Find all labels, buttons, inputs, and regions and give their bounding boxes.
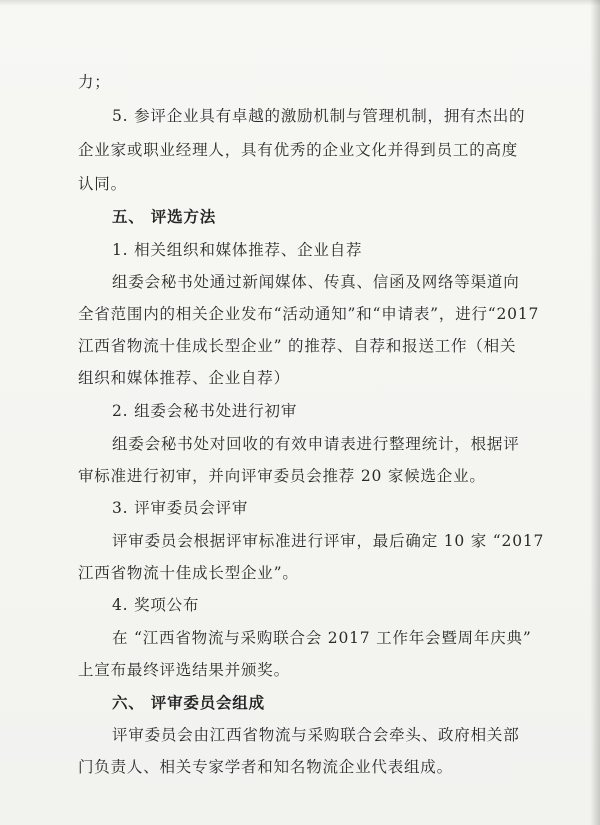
method-1-line-1: 组委会秘书处通过新闻媒体、传真、信函及网络等渠道向 [112,273,520,291]
criterion-5-line-3: 认同。 [78,175,127,193]
method-3-line-2: 江西省物流十佳成长型企业”。 [78,564,299,582]
scan-shadow-right [590,0,600,825]
section-heading-5: 五、 评选方法 [112,207,216,226]
method-4-line-2: 上宣布最终评选结果并颁奖。 [78,661,290,679]
criterion-5-line-1: 5. 参评企业具有卓越的激励机制与管理机制，拥有杰出的 [112,107,526,125]
method-2-line-2: 审标准进行初审，并向评审委员会推荐 20 家候选企业。 [78,467,486,485]
method-1-line-3: 江西省物流十佳成长型企业” 的推荐、自荐和报送工作（相关 [78,337,517,355]
method-2-title: 2. 组委会秘书处进行初审 [112,402,298,420]
method-4-line-1: 在 “江西省物流与采购联合会 2017 工作年会暨周年庆典” [112,629,532,647]
scan-shadow-top [0,0,600,6]
criterion-5-line-2: 企业家或职业经理人，具有优秀的企业文化并得到员工的高度 [78,141,519,159]
text-line-continuation: 力； [78,73,111,91]
committee-line-1: 评审委员会由江西省物流与采购联合会牵头、政府相关部 [112,726,520,744]
method-3-line-1: 评审委员会根据评审标准进行评审，最后确定 10 家 “2017 [112,532,545,550]
method-2-line-1: 组委会秘书处对回收的有效申请表进行整理统计，根据评 [112,435,520,453]
section-heading-6: 六、 评审委员会组成 [112,693,265,712]
committee-line-2: 门负责人、相关专家学者和知名物流企业代表组成。 [78,758,453,776]
method-1-line-4: 组织和媒体推荐、企业自荐） [78,369,290,387]
method-1-line-2: 全省范围内的相关企业发布“活动通知”和“申请表”，进行“2017 [78,305,540,323]
method-1-title: 1. 相关组织和媒体推荐、企业自荐 [112,241,363,259]
method-3-title: 3. 评审委员会评审 [112,499,249,517]
method-4-title: 4. 奖项公布 [112,596,200,614]
